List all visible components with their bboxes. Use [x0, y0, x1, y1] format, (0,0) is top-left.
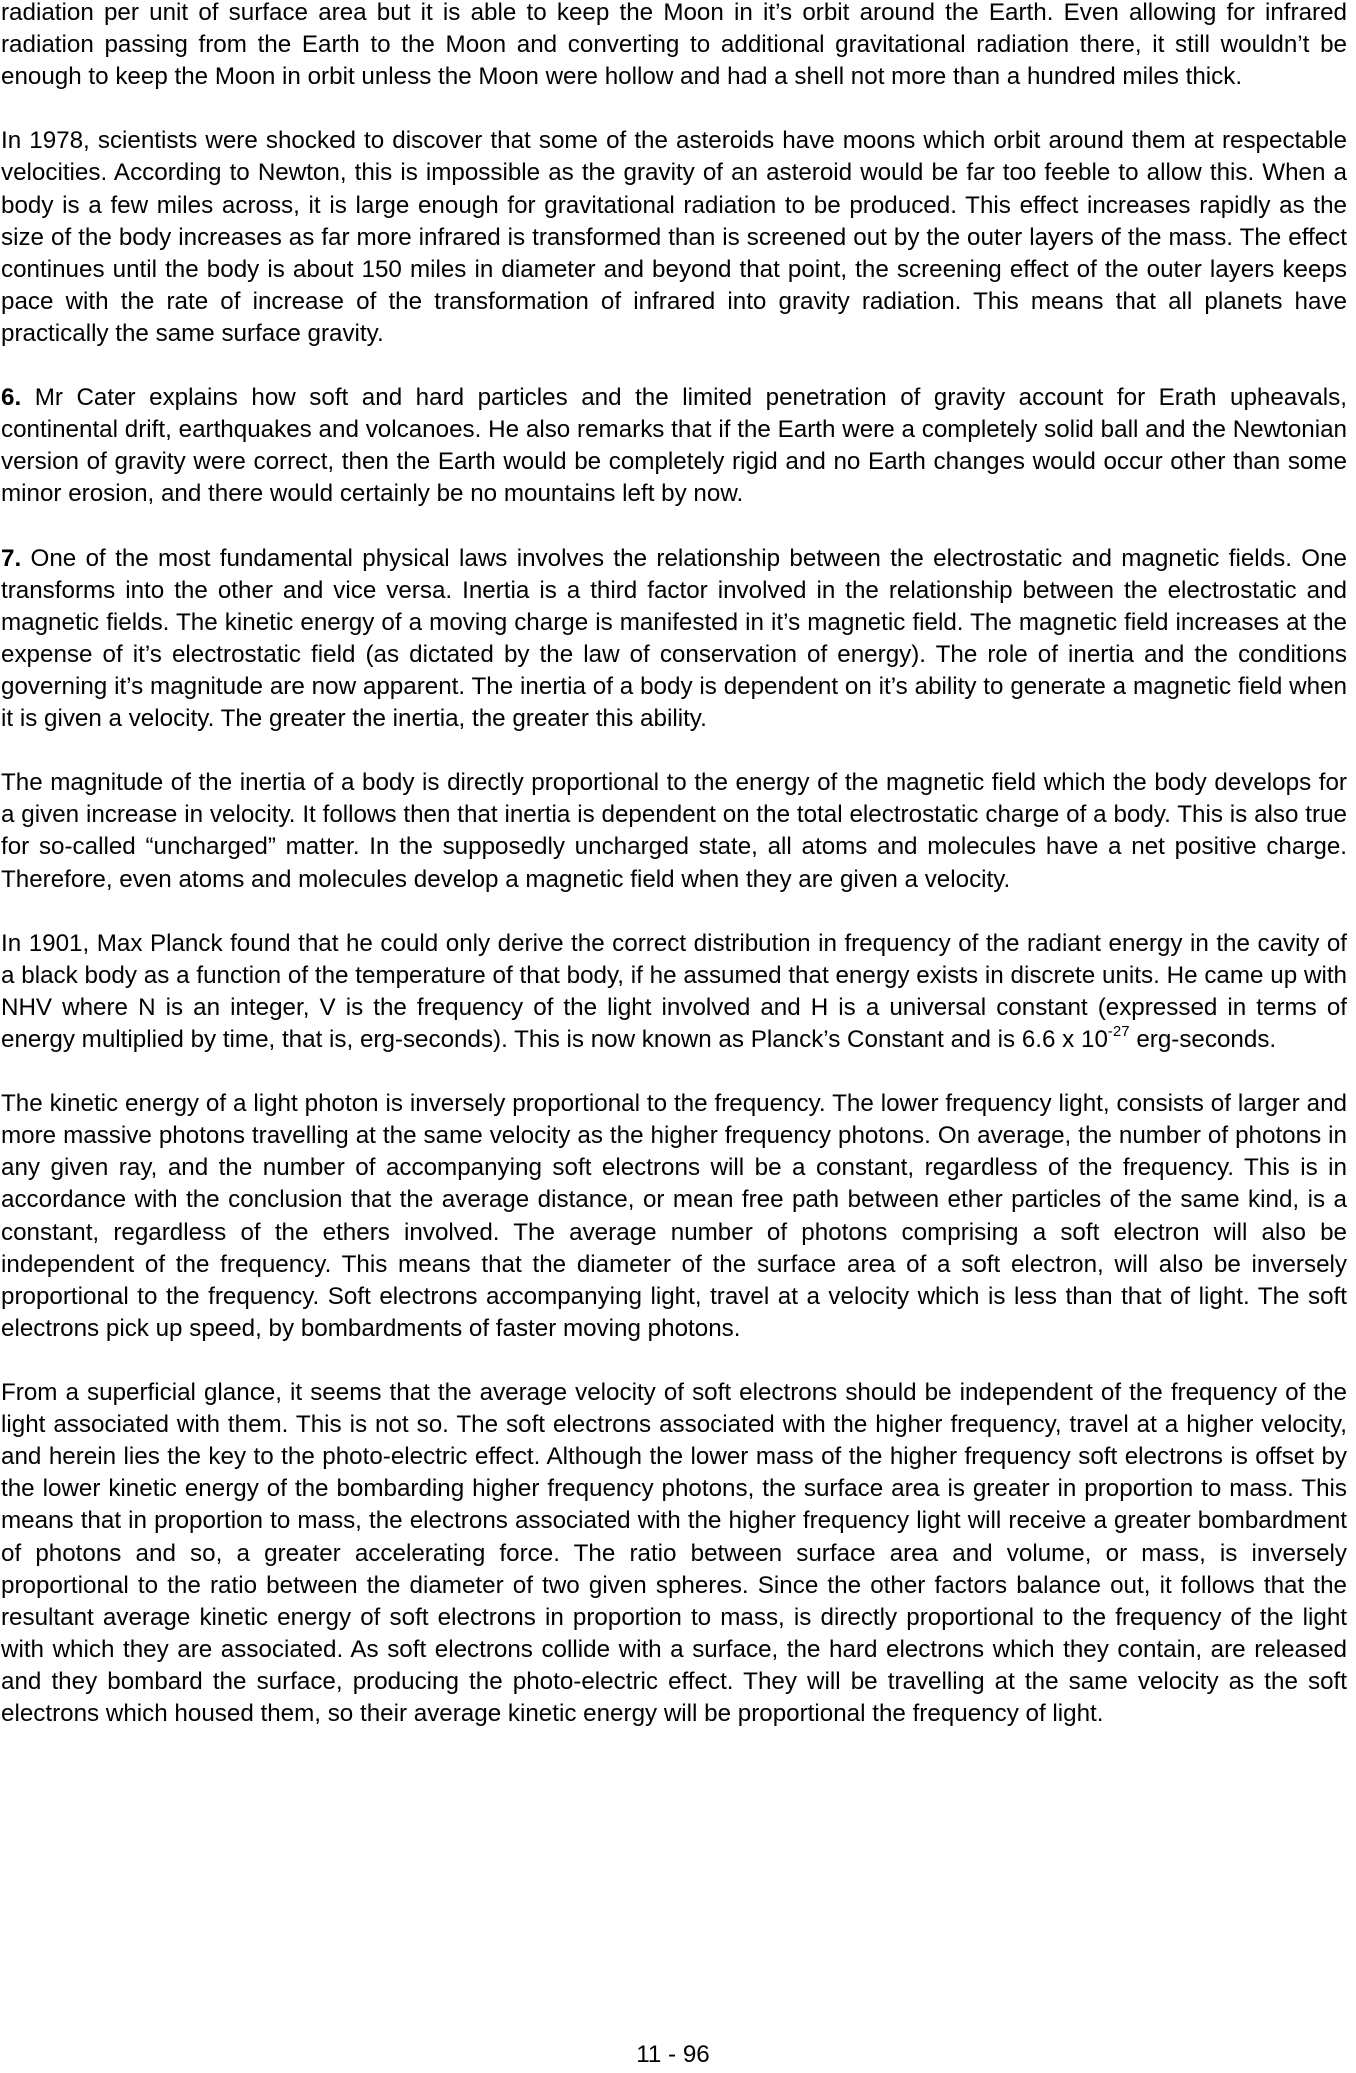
- paragraph: [1, 767, 1347, 895]
- paragraph-text: In 1901, Max Planck found that he could only derive the correct distribution in frequency of the radiant energy in the cavity of a black body as a function of the temperature of that body, if he assumed that energy exists in discrete units. He came up with NHV where N is an integer, V is the frequency of the light involved and H is a universal constant (expressed in terms of energy multiplied by time, that is, erg-seconds). This is now known as Planck’s Constant and is 6.6 x 10: [1, 929, 1347, 1053]
- paragraph-number: 7.: [1, 544, 22, 572]
- paragraph: [1, 1088, 1347, 1345]
- paragraph-text: From a superficial glance, it seems that the average velocity of soft electrons should be independent of the frequency of the light associated with them. This is not so. The soft electrons associated with the higher frequency, travel at a higher velocity, and herein lies the key to the photo-electric effect. Although the lower mass of the higher frequency soft electrons is offset by the lower kinetic energy of the bombarding higher frequency photons, the surface area is greater in proportion to mass. This means that in proportion to mass, the electrons associated with the higher frequency light will receive a greater bombardment of photons and so, a greater accelerating force. The ratio between surface area and volume, or mass, is inversely proportional to the ratio between the diameter of two given spheres. Since the other factors balance out, it follows that the resultant average kinetic energy of soft electrons in proportion to mass, is directly proportional to the frequency of the light with which they are associated. As soft electrons collide with a surface, the hard electrons which they contain, are released and they bombard the surface, producing the photo-electric effect. They will be travelling at the same velocity as the soft electrons which housed them, so their average kinetic energy will be proportional the frequency of light.: [1, 1379, 1347, 1727]
- paragraph: [1, 928, 1347, 1056]
- paragraph: [1, 0, 1347, 93]
- paragraph-number: 6.: [1, 384, 22, 412]
- paragraph-text: The magnitude of the inertia of a body is directly proportional to the energy of the magnetic field which the body develops for a given increase in velocity. It follows then that inertia is dependent on the total electrostatic charge of a body. This is also true for so-called “uncharged” matter. In the supposedly uncharged state, all atoms and molecules have a net positive charge. Therefore, even atoms and molecules develop a magnetic field when they are given a velocity.: [1, 769, 1347, 893]
- paragraph-text: In 1978, scientists were shocked to discover that some of the asteroids have moons which orbit around them at respectable velocities. According to Newton, this is impossible as the gravity of an asteroid would be far too feeble to allow this. When a body is a few miles across, it is large enough for gravitational radiation to be produced. This effect increases rapidly as the size of the body increases as far more infrared is transformed than is screened out by the outer layers of the mass. The effect continues until the body is about 150 miles in diameter and beyond that point, the screening effect of the outer layers keeps pace with the rate of increase of the transformation of infrared into gravity radiation. This means that all planets have practically the same surface gravity.: [1, 127, 1347, 347]
- paragraph-text: Mr Cater explains how soft and hard particles and the limited penetration of gravity account for Erath upheavals, continental drift, earthquakes and volcanoes. He also remarks that if the Earth were a completely solid ball and the Newtonian version of gravity were correct, then the Earth would be completely rigid and no Earth changes would occur other than some minor erosion, and there would certainly be no mountains left by now.: [1, 384, 1347, 508]
- page-number: 11 - 96: [636, 2041, 710, 2068]
- document-body: [1, 0, 1347, 1730]
- paragraph: [1, 125, 1347, 350]
- paragraph-text: One of the most fundamental physical laws involves the relationship between the electrostatic and magnetic fields. One transforms into the other and vice versa. Inertia is a third factor involved in the relationship between the electrostatic and magnetic fields. The kinetic energy of a moving charge is manifested in it’s magnetic field. The magnetic field increases at the expense of it’s electrostatic field (as dictated by the law of conservation of energy). The role of inertia and the conditions governing it’s magnitude are now apparent. The inertia of a body is dependent on it’s ability to generate a magnetic field when it is given a velocity. The greater the inertia, the greater this ability.: [1, 544, 1347, 733]
- paragraph-text: The kinetic energy of a light photon is inversely proportional to the frequency. The lower frequency light, consists of larger and more massive photons travelling at the same velocity as the higher frequency photons. On average, the number of photons in any given ray, and the number of accompanying soft electrons will be a constant, regardless of the frequency. This is in accordance with the conclusion that the average distance, or mean free path between ether particles of the same kind, is a constant, regardless of the ethers involved. The average number of photons comprising a soft electron will also be independent of the frequency. This means that the diameter of the surface area of a soft electron, will also be inversely proportional to the frequency. Soft electrons accompanying light, travel at a velocity which is less than that of light. The soft electrons pick up speed, by bombardments of faster moving photons.: [1, 1090, 1347, 1342]
- paragraph: [1, 1377, 1347, 1730]
- paragraph-text-after: erg-seconds.: [1129, 1026, 1277, 1053]
- paragraph-text: radiation per unit of surface area but it is able to keep the Moon in it’s orbit around the Earth. Even allowing for infrared radiation passing from the Earth to the Moon and converting to additional gravitational radiation there, it still wouldn’t be enough to keep the Moon in orbit unless the Moon were hollow and had a shell not more than a hundred miles thick.: [1, 0, 1347, 91]
- exponent-superscript: -27: [1107, 1022, 1130, 1040]
- numbered-paragraph: [1, 543, 1347, 736]
- numbered-paragraph: [1, 382, 1347, 510]
